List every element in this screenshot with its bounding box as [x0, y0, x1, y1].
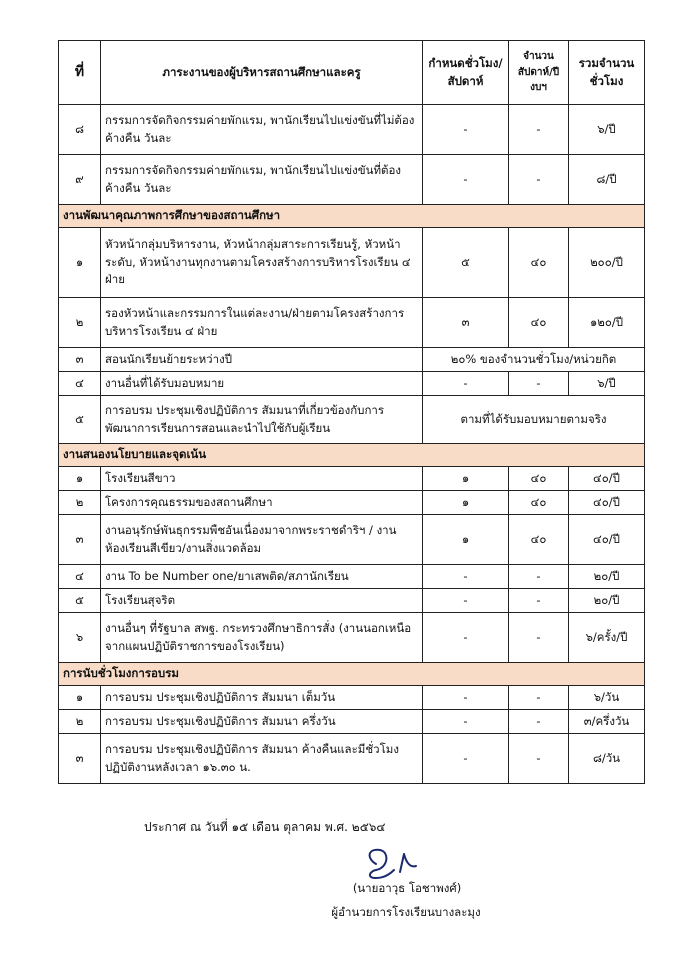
- table-row: [59, 298, 645, 348]
- row-no: ๓: [59, 734, 101, 784]
- row-hours: ๑: [423, 491, 509, 515]
- row-weeks: -: [509, 710, 569, 734]
- row-total: ๘/ปี: [569, 155, 645, 205]
- row-no: ๘: [59, 105, 101, 155]
- row-hours: ๓: [423, 298, 509, 348]
- row-weeks: -: [509, 105, 569, 155]
- table-row: [59, 396, 645, 444]
- table-row: [59, 467, 645, 491]
- row-task: กรรมการจัดกิจกรรมค่ายพักแรม, พานักเรียนไปแข่งขันที่ต้องค้างคืน วันละ: [101, 155, 423, 205]
- row-hours: -: [423, 734, 509, 784]
- row-no: ๑: [59, 228, 101, 298]
- row-weeks: -: [509, 155, 569, 205]
- row-weeks: -: [509, 589, 569, 613]
- table-row: [59, 589, 645, 613]
- row-hours: -: [423, 613, 509, 663]
- row-merged-value: ตามที่ได้รับมอบหมายตามจริง: [423, 396, 645, 444]
- signature-icon: [360, 844, 450, 884]
- row-no: ๑: [59, 686, 101, 710]
- row-no: ๕: [59, 396, 101, 444]
- row-weeks: -: [509, 372, 569, 396]
- row-no: ๔: [59, 372, 101, 396]
- table-header-row: [59, 41, 645, 105]
- row-weeks: -: [509, 734, 569, 784]
- section-title: การนับชั่วโมงการอบรม: [59, 663, 645, 686]
- row-no: ๕: [59, 589, 101, 613]
- row-task: โรงเรียนสีขาว: [101, 467, 423, 491]
- row-task: งานอนุรักษ์พันธุกรรมพืชอันเนื่องมาจากพระราชดำริฯ / งานห้องเรียนสีเขียว/งานสิ่งแวดล้อม: [101, 515, 423, 565]
- section-row-quality: [59, 205, 645, 228]
- row-task: สอนนักเรียนย้ายระหว่างปี: [101, 348, 423, 372]
- table-row: [59, 105, 645, 155]
- row-hours: -: [423, 589, 509, 613]
- row-hours: ๕: [423, 228, 509, 298]
- table-row: [59, 155, 645, 205]
- row-task: การอบรม ประชุมเชิงปฏิบัติการ สัมมนาที่เกี่ยวข้องกับการพัฒนาการเรียนการสอนและนำไปใช้กับผู้เรียน: [101, 396, 423, 444]
- row-total: ๒๐/ปี: [569, 565, 645, 589]
- table-row: [59, 491, 645, 515]
- row-total: ๘/วัน: [569, 734, 645, 784]
- section-title: งานพัฒนาคุณภาพการศึกษาของสถานศึกษา: [59, 205, 645, 228]
- row-hours: -: [423, 105, 509, 155]
- row-total: ๑๒๐/ปี: [569, 298, 645, 348]
- workload-table: [58, 40, 645, 784]
- row-task: การอบรม ประชุมเชิงปฏิบัติการ สัมมนา ค้างคืนและมีชั่วโมงปฏิบัติงานหลังเวลา ๑๖.๓๐ น.: [101, 734, 423, 784]
- row-total: ๖/วัน: [569, 686, 645, 710]
- row-task: หัวหน้ากลุ่มบริหารงาน, หัวหน้ากลุ่มสาระการเรียนรู้, หัวหน้าระดับ, หัวหน้างานทุกงานตามโครงสร้างการบริหารโรงเรียน ๔ ฝ่าย: [101, 228, 423, 298]
- row-no: ๖: [59, 613, 101, 663]
- table-row: [59, 228, 645, 298]
- row-total: ๓/ครึ่งวัน: [569, 710, 645, 734]
- row-no: ๔: [59, 565, 101, 589]
- row-no: ๙: [59, 155, 101, 205]
- row-weeks: ๔๐: [509, 228, 569, 298]
- table-row: [59, 613, 645, 663]
- table-row: [59, 348, 645, 372]
- row-hours: -: [423, 565, 509, 589]
- row-task: งานอื่นที่ได้รับมอบหมาย: [101, 372, 423, 396]
- row-weeks: -: [509, 565, 569, 589]
- table-row: [59, 710, 645, 734]
- row-weeks: -: [509, 613, 569, 663]
- row-hours: -: [423, 155, 509, 205]
- row-total: ๒๐๐/ปี: [569, 228, 645, 298]
- row-weeks: ๔๐: [509, 467, 569, 491]
- row-task: โครงการคุณธรรมของสถานศึกษา: [101, 491, 423, 515]
- row-total: ๖/ปี: [569, 105, 645, 155]
- row-task: การอบรม ประชุมเชิงปฏิบัติการ สัมมนา เต็มวัน: [101, 686, 423, 710]
- row-weeks: ๔๐: [509, 491, 569, 515]
- header-no: ที่: [59, 41, 101, 105]
- section-row-policy: [59, 444, 645, 467]
- announcement-date: ประกาศ ณ วันที่ ๑๕ เดือน ตุลาคม พ.ศ. ๒๕๖๔: [144, 820, 386, 834]
- row-total: ๖/ปี: [569, 372, 645, 396]
- header-task: ภาระงานของผู้บริหารสถานศึกษาและครู: [101, 41, 423, 105]
- header-weeks: จำนวนสัปดาห์/ปีงบฯ: [509, 41, 569, 105]
- row-total: ๔๐/ปี: [569, 515, 645, 565]
- row-task: งาน To be Number one/ยาเสพติด/สภานักเรียน: [101, 565, 423, 589]
- signer-name: (นายอาวุธ โอชาพงศ์): [352, 881, 462, 895]
- row-hours: ๑: [423, 515, 509, 565]
- row-no: ๒: [59, 491, 101, 515]
- row-task: โรงเรียนสุจริต: [101, 589, 423, 613]
- row-task: กรรมการจัดกิจกรรมค่ายพักแรม, พานักเรียนไปแข่งขันที่ไม่ต้องค้างคืน วันละ: [101, 105, 423, 155]
- row-merged-value: ๒๐% ของจำนวนชั่วโมง/หน่วยกิต: [423, 348, 645, 372]
- header-total: รวมจำนวนชั่วโมง: [569, 41, 645, 105]
- table-row: [59, 686, 645, 710]
- table-row: [59, 515, 645, 565]
- section-row-count: [59, 663, 645, 686]
- row-weeks: -: [509, 686, 569, 710]
- row-total: ๖/ครั้ง/ปี: [569, 613, 645, 663]
- table-row: [59, 734, 645, 784]
- row-no: ๓: [59, 515, 101, 565]
- row-weeks: ๔๐: [509, 298, 569, 348]
- row-no: ๒: [59, 298, 101, 348]
- row-task: การอบรม ประชุมเชิงปฏิบัติการ สัมมนา ครึ่งวัน: [101, 710, 423, 734]
- row-hours: -: [423, 372, 509, 396]
- row-total: ๒๐/ปี: [569, 589, 645, 613]
- row-no: ๑: [59, 467, 101, 491]
- row-no: ๓: [59, 348, 101, 372]
- section-title: งานสนองนโยบายและจุดเน้น: [59, 444, 645, 467]
- table-row: [59, 372, 645, 396]
- row-hours: ๑: [423, 467, 509, 491]
- table-row: [59, 565, 645, 589]
- row-task: งานอื่นๆ ที่รัฐบาล สพฐ. กระทรวงศึกษาธิการสั่ง (งานนอกเหนือจากแผนปฏิบัติราชการของโรงเรียน): [101, 613, 423, 663]
- row-hours: -: [423, 686, 509, 710]
- row-total: ๔๐/ปี: [569, 467, 645, 491]
- row-weeks: ๔๐: [509, 515, 569, 565]
- row-total: ๔๐/ปี: [569, 491, 645, 515]
- row-hours: -: [423, 710, 509, 734]
- header-hours-per-week: กำหนดชั่วโมง/สัปดาห์: [423, 41, 509, 105]
- row-task: รองหัวหน้าและกรรมการในแต่ละงาน/ฝ่ายตามโครงสร้างการบริหารโรงเรียน ๔ ฝ่าย: [101, 298, 423, 348]
- row-no: ๒: [59, 710, 101, 734]
- signer-title: ผู้อำนวยการโรงเรียนบางละมุง: [331, 905, 481, 919]
